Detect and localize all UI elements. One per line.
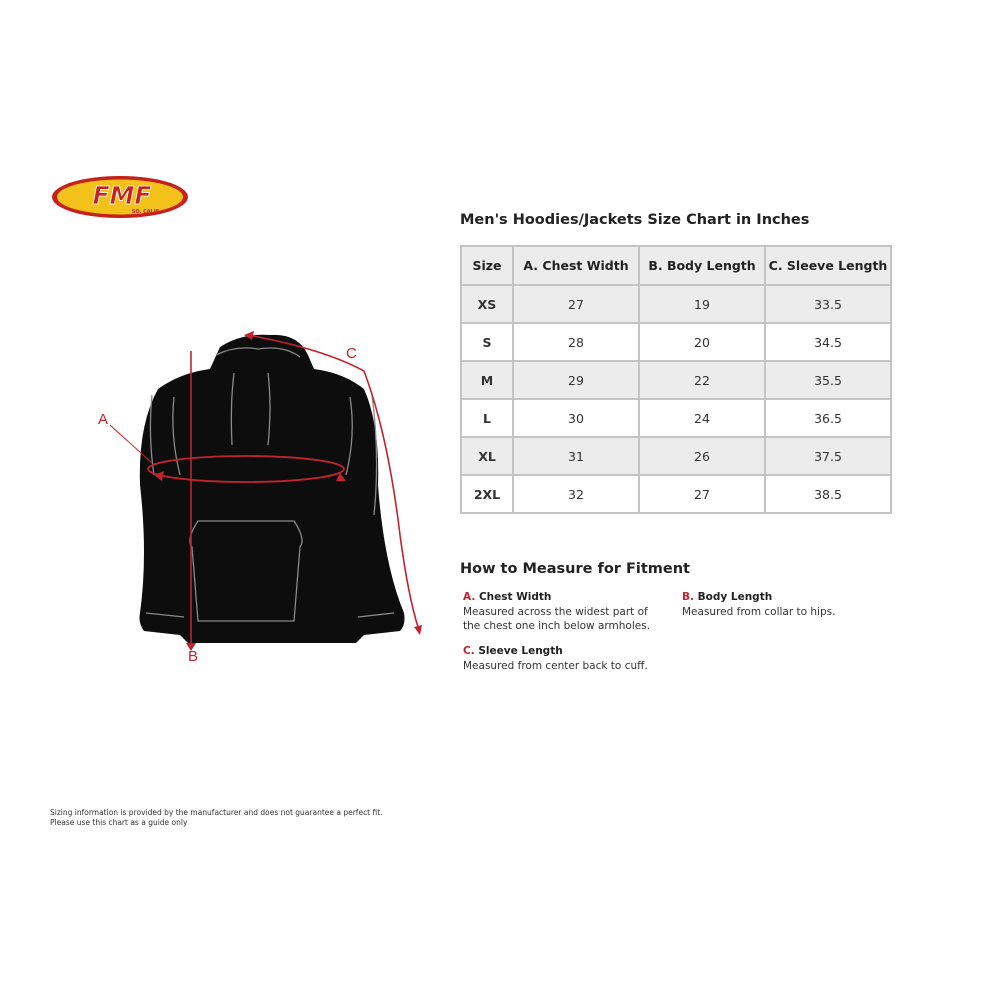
cell-body: 24: [639, 399, 765, 437]
hoodie-body: [140, 335, 405, 643]
size-chart-title: Men's Hoodies/Jackets Size Chart in Inches: [460, 212, 810, 228]
cell-size: M: [461, 361, 513, 399]
table-row: [461, 323, 891, 361]
table-row: [461, 361, 891, 399]
measure-b-name: Body Length: [697, 591, 773, 603]
measure-a-desc: Measured across the widest part of the chest one inch below armholes.: [463, 606, 651, 632]
measure-a-info: [463, 590, 668, 633]
cell-sleeve: 33.5: [765, 285, 891, 323]
measure-b-desc: Measured from collar to hips.: [682, 606, 836, 618]
measure-c-name: Sleeve Length: [478, 645, 563, 657]
logo-tagline: SO. CALIF.: [131, 209, 161, 215]
table-header-row: [461, 246, 891, 285]
cell-chest: 27: [513, 285, 639, 323]
hoodie-illustration: [88, 325, 433, 665]
measure-a-letter: A.: [463, 591, 476, 603]
header-size: Size: [461, 246, 513, 285]
cell-body: 20: [639, 323, 765, 361]
table-row: [461, 437, 891, 475]
cell-chest: 31: [513, 437, 639, 475]
cell-sleeve: 34.5: [765, 323, 891, 361]
cell-size: 2XL: [461, 475, 513, 513]
cell-size: XL: [461, 437, 513, 475]
measure-b-label: B: [188, 648, 199, 665]
cell-sleeve: 36.5: [765, 399, 891, 437]
cell-size: L: [461, 399, 513, 437]
fitment-title: How to Measure for Fitment: [460, 561, 690, 577]
table-row: [461, 399, 891, 437]
cell-body: 27: [639, 475, 765, 513]
cell-body: 22: [639, 361, 765, 399]
cell-chest: 29: [513, 361, 639, 399]
measure-c-info: [463, 644, 668, 673]
table-row: [461, 475, 891, 513]
cell-sleeve: 35.5: [765, 361, 891, 399]
measure-c-label: C: [346, 345, 357, 362]
cell-body: 19: [639, 285, 765, 323]
cell-size: XS: [461, 285, 513, 323]
size-chart-table: [460, 245, 892, 514]
fmf-logo: [50, 174, 190, 220]
cell-chest: 28: [513, 323, 639, 361]
disclaimer-line-2: Please use this chart as a guide only: [50, 818, 188, 827]
disclaimer: [50, 808, 383, 828]
measure-b-letter: B.: [682, 591, 694, 603]
disclaimer-line-1: Sizing information is provided by the manufacturer and does not guarantee a perfect fit.: [50, 808, 383, 817]
logo-wordmark: FMF: [92, 181, 152, 210]
header-chest-width: A. Chest Width: [513, 246, 639, 285]
measure-a-heading: [463, 590, 668, 604]
table-row: [461, 285, 891, 323]
measure-c-letter: C.: [463, 645, 475, 657]
cell-body: 26: [639, 437, 765, 475]
header-sleeve-length: C. Sleeve Length: [765, 246, 891, 285]
measure-c-desc: Measured from center back to cuff.: [463, 660, 648, 672]
cell-chest: 30: [513, 399, 639, 437]
measure-b-heading: [682, 590, 882, 604]
measure-c-heading: [463, 644, 668, 658]
cell-sleeve: 37.5: [765, 437, 891, 475]
cell-sleeve: 38.5: [765, 475, 891, 513]
hoodie-diagram: [88, 325, 433, 665]
cell-chest: 32: [513, 475, 639, 513]
fmf-logo-graphic: [50, 174, 190, 220]
measure-b-info: [682, 590, 882, 619]
measure-a-name: Chest Width: [478, 591, 552, 603]
measure-a-label: A: [98, 411, 109, 428]
header-body-length: B. Body Length: [639, 246, 765, 285]
cell-size: S: [461, 323, 513, 361]
